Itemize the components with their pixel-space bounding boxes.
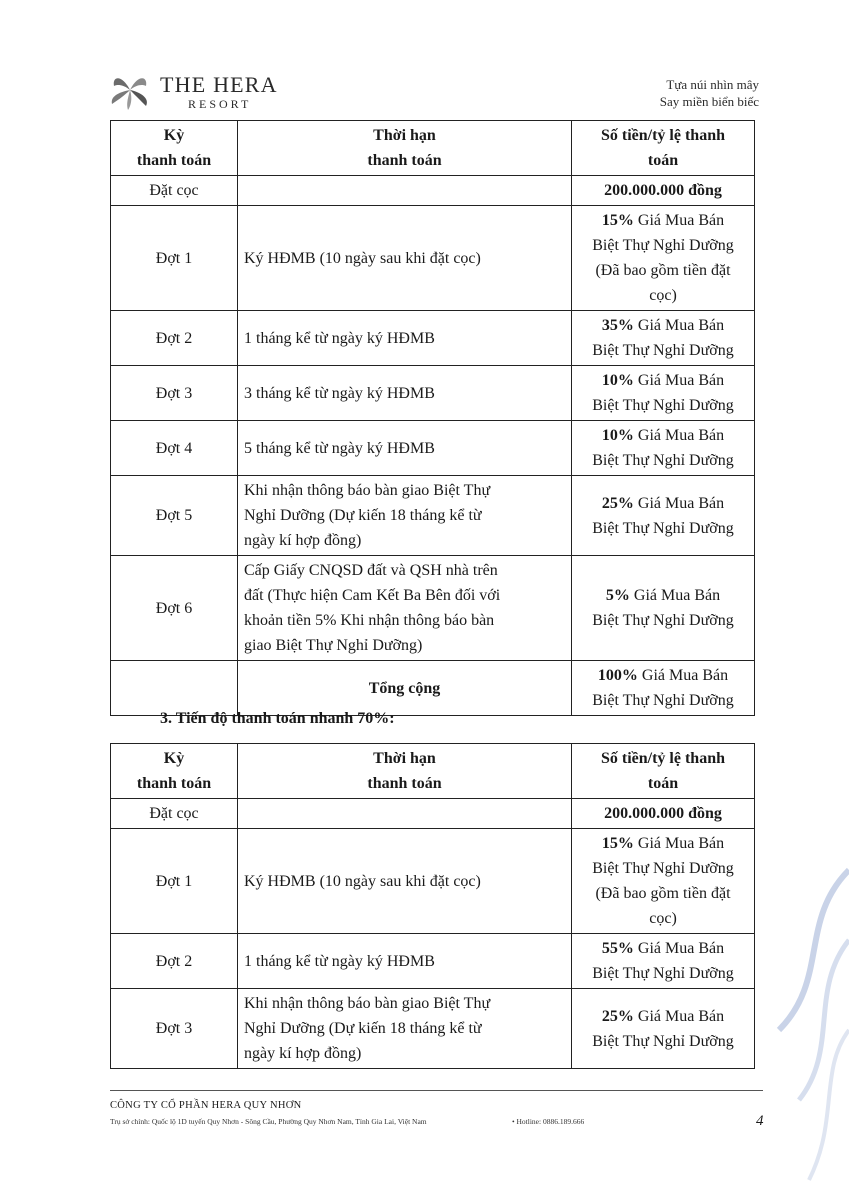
amount-text: cọc) [649,287,677,304]
period-cell: Đợt 3 [111,989,238,1069]
period-cell: Đợt 1 [111,829,238,934]
section-title: 3. Tiến độ thanh toán nhanh 70%: [160,710,395,727]
header-amount: Số tiền/tỷ lệ thanh toán [572,121,755,176]
term-line: 5 tháng kể từ ngày ký HĐMB [244,439,435,457]
hera-logo [108,70,308,114]
amount-text: Biệt Thự Nghỉ Dưỡng [592,237,734,254]
amount-text: Giá Mua Bán [633,317,725,334]
amount-value: 15% [601,835,634,852]
table-row [111,989,755,1069]
table-row [111,206,755,311]
term-line: khoản tiền 5% Khi nhận thông báo bàn [244,612,495,629]
term-cell [238,421,572,476]
term-line: 3 tháng kể từ ngày ký HĐMB [244,384,435,402]
amount-text: Giá Mua Bán [633,372,725,389]
footer-company: CÔNG TY CỔ PHẦN HERA QUY NHƠN [110,1100,302,1111]
payment-schedule-table-1 [110,120,755,716]
table-row [111,799,755,829]
term-cell [238,556,572,661]
amount-text: Biệt Thự Nghỉ Dưỡng [592,692,734,709]
amount-value: 10% [601,372,634,389]
total-label: Tổng cộng [238,661,572,716]
header-term: Thời hạn thanh toán [238,121,572,176]
period-cell: Đặt cọc [111,799,238,829]
table-header-row [111,121,755,176]
amount-text: Biệt Thự Nghỉ Dưỡng [592,965,734,982]
term-cell [238,934,572,989]
amount-text: Giá Mua Bán [629,587,721,604]
amount-cell [572,989,755,1069]
term-cell [238,176,572,206]
term-line: ngày kí hợp đồng) [244,532,362,549]
term-line: giao Biệt Thự Nghỉ Dưỡng) [244,637,423,654]
table-row [111,829,755,934]
table-row [111,366,755,421]
term-line: Khi nhận thông báo bàn giao Biệt Thự [244,995,491,1012]
period-cell [111,661,238,716]
amount-value: 15% [601,212,634,229]
tagline-line-1: Tựa núi nhìn mây [666,77,759,92]
amount-text: (Đã bao gồm tiền đặt [595,262,731,279]
term-line: 1 tháng kể từ ngày ký HĐMB [244,952,435,970]
header-amount: Số tiền/tỷ lệ thanh toán [572,744,755,799]
amount-text: Giá Mua Bán [633,1007,725,1025]
period-cell: Đợt 3 [111,366,238,421]
term-cell [238,476,572,556]
term-cell [238,799,572,829]
amount-text: Biệt Thự Nghỉ Dưỡng [592,612,734,629]
tagline-line-2: Say miền biển biếc [659,94,759,109]
amount-cell [572,476,755,556]
footer-divider [110,1090,763,1091]
period-cell: Đợt 5 [111,476,238,556]
term-line: Ký HĐMB (10 ngày sau khi đặt cọc) [244,872,481,890]
wave-watermark-icon [739,860,849,1190]
tagline [660,76,759,110]
amount-text: Biệt Thự Nghỉ Dưỡng [592,397,734,414]
amount-text: Giá Mua Bán [633,835,725,852]
footer-hotline: • Hotline: 0886.189.666 [512,1117,585,1126]
amount-value: 200.000.000 đồng [604,805,722,822]
term-line: Khi nhận thông báo bàn giao Biệt Thự [244,482,491,499]
amount-text: cọc) [649,910,677,927]
period-cell: Đợt 1 [111,206,238,311]
period-cell: Đợt 4 [111,421,238,476]
term-cell [238,829,572,934]
amount-value: 200.000.000 đồng [604,182,722,199]
table-row [111,311,755,366]
amount-text: Giá Mua Bán [633,427,725,444]
amount-text: Giá Mua Bán [633,212,725,229]
page-number: 4 [756,1113,764,1129]
amount-value: 10% [601,427,634,444]
amount-text: Giá Mua Bán [637,667,729,684]
payment-schedule-table-2 [110,743,755,1069]
amount-cell [572,176,755,206]
table-header-row [111,744,755,799]
header-term: Thời hạn thanh toán [238,744,572,799]
term-line: đất (Thực hiện Cam Kết Ba Bên đối với [244,587,501,604]
brand-name: THE HERA [160,72,278,97]
term-line: ngày kí hợp đồng) [244,1045,362,1062]
period-cell: Đợt 2 [111,934,238,989]
term-line: Nghỉ Dưỡng (Dự kiến 18 tháng kể từ [244,507,482,524]
amount-value: 25% [601,494,634,512]
amount-text: Biệt Thự Nghỉ Dưỡng [592,860,734,877]
flower-logo-icon [108,70,152,110]
table-row [111,934,755,989]
amount-cell [572,829,755,934]
term-cell [238,206,572,311]
header-period: Kỳ thanh toán [111,744,238,799]
table-row [111,176,755,206]
amount-cell [572,799,755,829]
footer-address: Trụ sở chính: Quốc lộ 1D tuyến Quy Nhơn - Sông Cầu, Phường Quy Nhơn Nam, Tỉnh Gia Lai, Việt Nam [110,1117,427,1126]
amount-cell [572,206,755,311]
amount-text: Giá Mua Bán [633,494,725,512]
amount-text: Biệt Thự Nghỉ Dưỡng [592,1032,734,1050]
amount-cell [572,421,755,476]
amount-value: 5% [605,587,630,604]
amount-value: 100% [597,667,638,684]
amount-cell [572,311,755,366]
amount-text: Biệt Thự Nghỉ Dưỡng [592,452,734,469]
amount-value: 35% [601,317,634,334]
amount-cell [572,366,755,421]
term-cell [238,989,572,1069]
amount-text: Biệt Thự Nghỉ Dưỡng [592,519,734,537]
period-cell: Đặt cọc [111,176,238,206]
term-line: Nghỉ Dưỡng (Dự kiến 18 tháng kể từ [244,1020,482,1037]
amount-value: 55% [601,940,634,957]
term-line: Cấp Giấy CNQSD đất và QSH nhà trên [244,562,498,579]
amount-text: Giá Mua Bán [633,940,725,957]
amount-cell [572,934,755,989]
term-line: 1 tháng kể từ ngày ký HĐMB [244,329,435,347]
table-row [111,476,755,556]
term-cell [238,366,572,421]
period-cell: Đợt 6 [111,556,238,661]
amount-cell [572,556,755,661]
table-row [111,556,755,661]
total-row [111,661,755,716]
period-cell: Đợt 2 [111,311,238,366]
amount-text: Biệt Thự Nghỉ Dưỡng [592,342,734,359]
term-line: Ký HĐMB (10 ngày sau khi đặt cọc) [244,249,481,267]
amount-text: (Đã bao gồm tiền đặt [595,885,731,902]
amount-value: 25% [601,1007,634,1025]
amount-cell [572,661,755,716]
term-cell [238,311,572,366]
table-row [111,421,755,476]
brand-subtitle: RESORT [188,97,252,111]
header-period: Kỳ thanh toán [111,121,238,176]
